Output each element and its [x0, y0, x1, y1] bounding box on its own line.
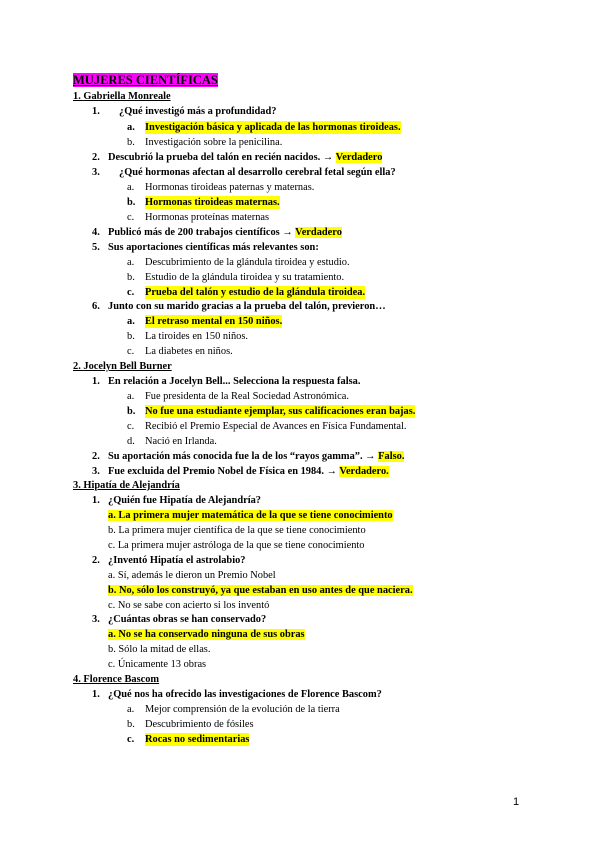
answer-highlight: Verdadero.: [339, 466, 389, 477]
line-text: La primera mujer matemática de la que se tiene conocimiento: [118, 510, 393, 521]
line-text: ¿Quién fue Hipatía de Alejandría?: [108, 495, 261, 506]
list-marker: 1.: [92, 106, 100, 117]
line-text: No fue una estudiante ejemplar, sus calificaciones eran bajas.: [145, 406, 416, 417]
list-marker: 1.: [92, 495, 100, 506]
line-text: Junto con su marido gracias a la prueba del talón, previeron…: [108, 301, 386, 312]
list-marker: 5.: [92, 242, 100, 253]
line-text: Únicamente 13 obras: [117, 659, 207, 670]
list-marker: a.: [127, 316, 135, 327]
list-marker: 4.: [73, 674, 84, 685]
line-text: Nació en Irlanda.: [145, 436, 217, 447]
answer-line: [108, 524, 366, 537]
section-heading: [73, 479, 180, 492]
list-marker: 1.: [73, 91, 84, 102]
list-marker: c.: [108, 600, 118, 611]
line-text: Hipatía de Alejandría: [83, 480, 180, 491]
line-text: Fue presidenta de la Real Sociedad Astronómica.: [145, 391, 350, 402]
list-marker: 1.: [92, 689, 100, 700]
line-text: No se ha conservado ninguna de sus obras: [118, 629, 305, 640]
line-text: ¿Qué hormonas afectan al desarrollo cerebral fetal según ella?: [119, 167, 396, 178]
line-text: Rocas no sedimentarias: [145, 734, 250, 745]
list-marker: c.: [108, 659, 118, 670]
list-marker: a.: [127, 122, 135, 133]
list-marker: b.: [127, 331, 135, 342]
line-text: La tiroides en 150 niños.: [145, 331, 249, 342]
line-text: Recibió el Premio Especial de Avances en Física Fundamental.: [145, 421, 407, 432]
list-marker: 2.: [73, 361, 84, 372]
line-text: Hormonas tiroideas maternas.: [145, 197, 280, 208]
line-text: La primera mujer científica de la que se tiene conocimiento: [118, 525, 366, 536]
list-marker: a.: [108, 570, 118, 581]
list-marker: c.: [127, 212, 135, 223]
page-number: 1: [513, 796, 520, 808]
line-text: Descubrimiento de la glándula tiroidea y estudio.: [145, 257, 350, 268]
line-text: La primera mujer astróloga de la que se tiene conocimiento: [117, 540, 365, 551]
list-marker: c.: [108, 540, 118, 551]
line-text: Su aportación más conocida fue la de los “rayos gamma”. → Falso.: [108, 451, 405, 462]
section-heading: [73, 673, 159, 686]
line-text: Prueba del talón y estudio de la glándula tiroidea.: [145, 287, 366, 298]
page-title: [73, 73, 218, 88]
line-text: Sus aportaciones científicas más relevantes son:: [108, 242, 319, 253]
list-marker: b.: [108, 585, 119, 596]
list-marker: 3.: [73, 480, 84, 491]
line-text: No, sólo los construyó, ya que estaban en uso antes de que naciera.: [118, 585, 413, 596]
list-marker: d.: [127, 436, 135, 447]
line-text: Mejor comprensión de la evolución de la tierra: [145, 704, 340, 715]
line-text: Jocelyn Bell Burner: [83, 361, 172, 372]
list-marker: b.: [127, 137, 135, 148]
answer-line: [108, 628, 305, 641]
line-text: ¿Qué investigó más a profundidad?: [119, 106, 277, 117]
list-marker: 4.: [92, 227, 100, 238]
answer-line: [108, 509, 393, 522]
list-marker: a.: [127, 257, 135, 268]
line-text: Estudio de la glándula tiroidea y su tratamiento.: [145, 272, 345, 283]
line-text: Gabriella Monreale: [83, 91, 171, 102]
list-marker: 2.: [92, 451, 100, 462]
line-text: Publicó más de 200 trabajos científicos → Verdadero: [108, 227, 342, 238]
list-marker: 3.: [92, 614, 100, 625]
answer-line: [108, 539, 365, 552]
answer-line: [108, 643, 210, 656]
list-marker: 6.: [92, 301, 100, 312]
list-marker: c.: [127, 421, 135, 432]
page-title-text: MUJERES CIENTÍFICAS: [73, 73, 218, 87]
line-text: ¿Cuántas obras se han conservado?: [108, 614, 267, 625]
answer-line: [108, 599, 269, 612]
line-text: ¿Qué nos ha ofrecido las investigaciones de Florence Bascom?: [108, 689, 382, 700]
line-text: Fue excluida del Premio Nobel de Física en 1984. → Verdadero.: [108, 466, 389, 477]
line-text: Descubrió la prueba del talón en recién nacidos. → Verdadero: [108, 152, 383, 163]
list-marker: a.: [108, 629, 119, 640]
answer-line: [108, 569, 276, 582]
line-text: Sí, además le dieron un Premio Nobel: [117, 570, 276, 581]
answer-line: [108, 584, 413, 597]
line-text: Investigación sobre la penicilina.: [145, 137, 283, 148]
list-marker: 1.: [92, 376, 100, 387]
list-marker: 3.: [92, 466, 100, 477]
list-marker: b.: [127, 406, 136, 417]
line-text: Investigación básica y aplicada de las hormonas tiroideas.: [145, 122, 401, 133]
list-marker: c.: [127, 287, 135, 298]
line-text: ¿Inventó Hipatía el astrolabio?: [108, 555, 246, 566]
section-heading: [73, 360, 172, 373]
line-text: No se sabe con acierto si los inventó: [117, 600, 270, 611]
list-marker: b.: [108, 644, 119, 655]
line-text: Hormonas tiroideas paternas y maternas.: [145, 182, 315, 193]
list-marker: c.: [127, 734, 135, 745]
list-marker: 2.: [92, 555, 100, 566]
answer-highlight: Falso.: [378, 451, 405, 462]
list-marker: b.: [127, 197, 136, 208]
list-marker: c.: [127, 346, 135, 357]
list-marker: a.: [127, 182, 135, 193]
list-marker: a.: [127, 704, 135, 715]
line-text: Sólo la mitad de ellas.: [118, 644, 211, 655]
list-marker: b.: [108, 525, 119, 536]
line-text: El retraso mental en 150 niños.: [145, 316, 283, 327]
list-marker: b.: [127, 719, 135, 730]
list-marker: a.: [108, 510, 119, 521]
line-text: La diabetes en niños.: [145, 346, 233, 357]
section-heading: [73, 90, 171, 103]
line-text: En relación a Jocelyn Bell... Selecciona la respuesta falsa.: [108, 376, 361, 387]
line-text: Hormonas proteínas maternas: [145, 212, 270, 223]
answer-line: [108, 658, 206, 671]
list-marker: 2.: [92, 152, 100, 163]
line-text: Descubrimiento de fósiles: [145, 719, 254, 730]
answer-highlight: Verdadero: [335, 152, 383, 163]
line-text: Florence Bascom: [83, 674, 160, 685]
list-marker: 3.: [92, 167, 100, 178]
answer-highlight: Verdadero: [295, 227, 342, 238]
list-marker: b.: [127, 272, 135, 283]
list-marker: a.: [127, 391, 135, 402]
